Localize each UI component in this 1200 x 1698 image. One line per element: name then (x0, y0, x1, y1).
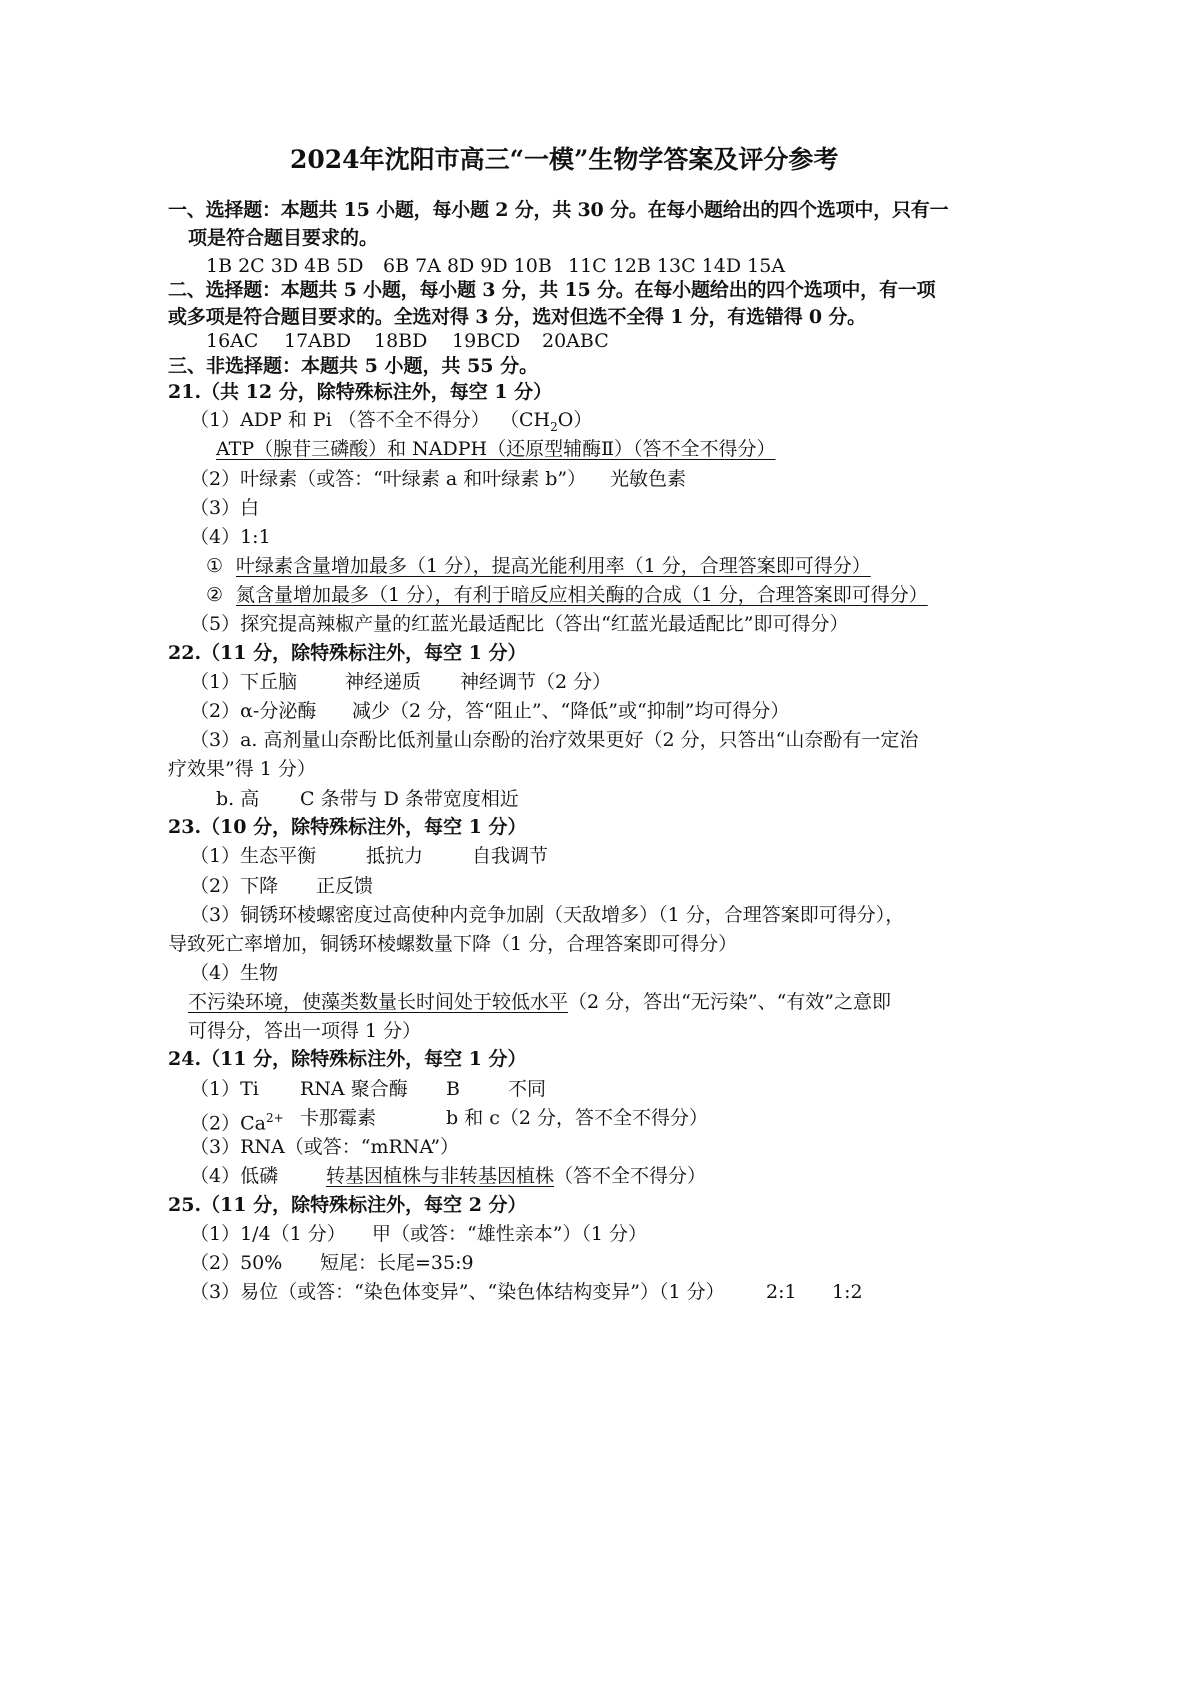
q25-header: 25.（11 分，除特殊标注外，每空 2 分） (168, 1194, 527, 1216)
q23-answer-4-explain: 不污染环境，使藻类数量长时间处于较低水平（2 分，答出“无污染”、“有效”之意即 (188, 991, 891, 1013)
q21-answer-2b: 光敏色素 (610, 468, 687, 490)
q24-header: 24.（11 分，除特殊标注外，每空 1 分） (168, 1048, 527, 1070)
section-2-heading-cont: 或多项是符合题目要求的。全选对得 3 分，选对但选不全得 1 分，有选错得 0 分。 (168, 306, 866, 328)
q23-answer-3-cont: 导致死亡率增加，铜锈环棱螺数量下降（1 分，合理答案即可得分） (168, 933, 738, 955)
q23-answer-2b: 正反馈 (316, 875, 374, 897)
q25-answer-3b: 2:1 (766, 1281, 797, 1303)
section-1-heading: 一、选择题：本题共 15 小题，每小题 2 分，共 30 分。在每小题给出的四个选项中，只有一 (168, 199, 949, 221)
q24-answer-2b: 卡那霉素 (300, 1107, 377, 1129)
answer-16: 16AC (206, 330, 259, 352)
q24-answer-4a: （4）低磷 (190, 1165, 279, 1187)
q22-answer-3a-cont: 疗效果”得 1 分） (168, 758, 316, 780)
q21-answer-2a: （2）叶绿素（或答：“叶绿素 a 和叶绿素 b”） (190, 468, 587, 490)
q24-answer-1c: B (446, 1078, 460, 1100)
q22-answer-3b-1: b. 高 (216, 788, 260, 810)
q21-answer-4: （4）1:1 (190, 526, 271, 548)
q22-answer-3a: （3）a. 高剂量山奈酚比低剂量山奈酚的治疗效果更好（2 分，只答出“山奈酚有一定治 (190, 729, 919, 751)
section-2-heading: 二、选择题：本题共 5 小题，每小题 3 分，共 15 分。在每小题给出的四个选项中，有一项 (168, 279, 936, 301)
q24-answer-2c: b 和 c（2 分，答不全不得分） (446, 1107, 709, 1129)
q24-answer-1a: （1）Ti (190, 1078, 259, 1100)
answer-19: 19BCD (452, 330, 521, 352)
q23-answer-3: （3）铜锈环棱螺密度过高使种内竞争加剧（天敌增多）（1 分，合理答案即可得分）， (190, 904, 905, 926)
q21-header: 21.（共 12 分，除特殊标注外，每空 1 分） (168, 381, 553, 403)
q22-answer-2a: （2）α-分泌酶 (190, 700, 317, 722)
q24-answer-2a: $(2)Ca^{2+}$ (190, 1111, 284, 1135)
q25-answer-3c: 1:2 (832, 1281, 863, 1303)
q21-answer-5: （5）探究提高辣椒产量的红蓝光最适配比（答出“红蓝光最适配比”即可得分） (190, 613, 849, 635)
q23-answer-4: （4）生物 (190, 962, 279, 984)
q21-marker-2: ② (206, 584, 224, 606)
q24-answer-3: （3）RNA（或答：“mRNA”） (190, 1136, 460, 1158)
q22-header: 22.（11 分，除特殊标注外，每空 1 分） (168, 642, 527, 664)
q25-answer-2a: （2）50% (190, 1252, 283, 1274)
q21-answer-4-explain-1: 叶绿素含量增加最多（1 分），提高光能利用率（1 分，合理答案即可得分） (236, 555, 871, 577)
q21-answer-4-explain-2: 氮含量增加最多（1 分），有利于暗反应相关酶的合成（1 分，合理答案即可得分） (236, 584, 928, 606)
q22-answer-2b: 减少（2 分，答“阻止”、“降低”或“抑制”均可得分） (352, 700, 790, 722)
section-1-answers-a: 1B 2C 3D 4B 5D (206, 255, 364, 277)
q21-answer-1a: （1）ADP 和 Pi （答不全不得分） (190, 409, 490, 431)
q25-answer-1a: （1）1/4（1 分） (190, 1223, 346, 1245)
q22-answer-1c: 神经调节（2 分） (460, 671, 612, 693)
q21-answer-1b: $(CH_2O)$ (500, 409, 593, 434)
q25-answer-2b: 短尾：长尾=35:9 (320, 1252, 474, 1274)
page-title: 2024年沈阳市高三“一模”生物学答案及评分参考 (290, 145, 839, 174)
q25-answer-3a: （3）易位（或答：“染色体变异”、“染色体结构变异”）（1 分） (190, 1281, 725, 1303)
q24-answer-1d: 不同 (508, 1078, 547, 1100)
q23-answer-1a: （1）生态平衡 (190, 845, 317, 867)
q24-answer-4b: 转基因植株与非转基因植株（答不全不得分） (326, 1165, 707, 1187)
q23-answer-2a: （2）下降 (190, 875, 279, 897)
q23-answer-1c: 自我调节 (472, 845, 549, 867)
answer-17: 17ABD (284, 330, 352, 352)
answer-18: 18BD (374, 330, 428, 352)
section-1-heading-cont: 项是符合题目要求的。 (188, 227, 379, 249)
answer-20: 20ABC (542, 330, 609, 352)
q21-answer-1c: ATP（腺苷三磷酸）和 NADPH（还原型辅酶Ⅱ）（答不全不得分） (216, 438, 776, 460)
section-1-answers-c: 11C 12B 13C 14D 15A (568, 255, 786, 277)
q24-answer-1b: RNA 聚合酶 (300, 1078, 408, 1100)
q23-answer-1b: 抵抗力 (366, 845, 424, 867)
section-1-answers-b: 6B 7A 8D 9D 10B (383, 255, 552, 277)
q23-header: 23.（10 分，除特殊标注外，每空 1 分） (168, 816, 527, 838)
q23-answer-4-explain-cont: 可得分，答出一项得 1 分） (188, 1020, 422, 1042)
q22-answer-1b: 神经递质 (345, 671, 422, 693)
q25-answer-1b: 甲（或答：“雄性亲本”）（1 分） (372, 1223, 648, 1245)
q22-answer-1a: （1）下丘脑 (190, 671, 298, 693)
section-3-heading: 三、非选择题：本题共 5 小题，共 55 分。 (168, 355, 539, 377)
q21-marker-1: ① (206, 555, 224, 577)
q21-answer-3: （3）白 (190, 497, 260, 519)
q22-answer-3b-2: C 条带与 D 条带宽度相近 (300, 788, 519, 810)
